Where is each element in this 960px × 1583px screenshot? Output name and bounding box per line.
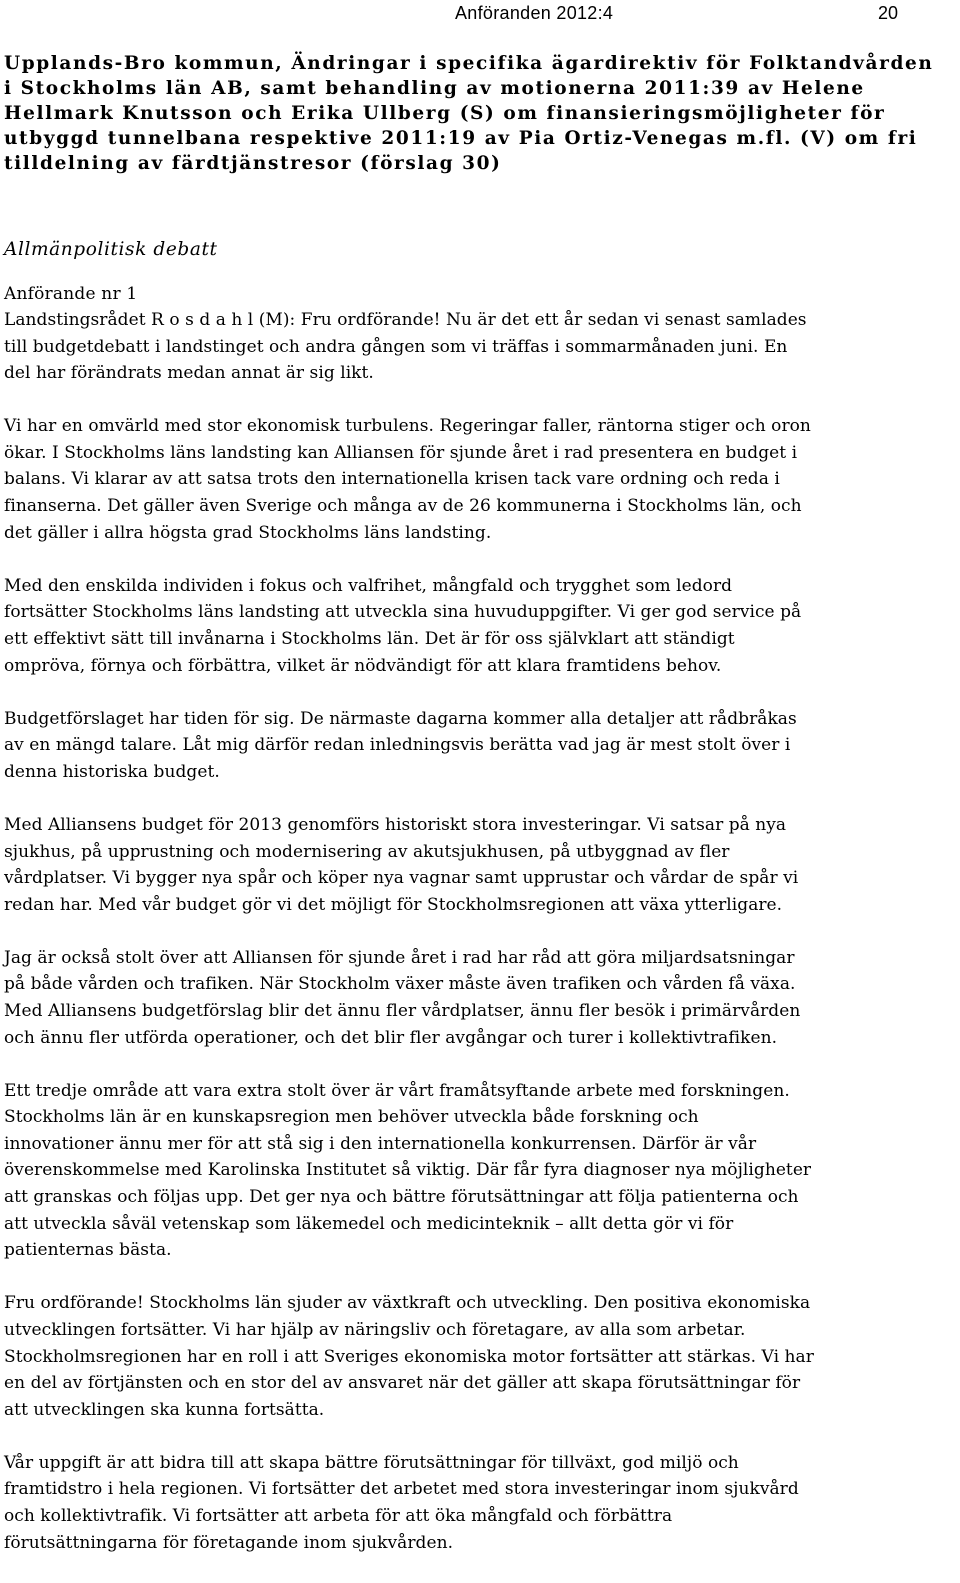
paragraph-line: ökar. I Stockholms läns landsting kan Alliansen för sjunde året i rad presentera en budget i xyxy=(4,442,798,463)
paragraph-line: ett effektivt sätt till invånarna i Stockholms län. Det är för oss självklart att ständigt xyxy=(4,628,735,649)
paragraph-line: en del av förtjänsten och en stor del av ansvaret när det gäller att skapa förutsättningar för xyxy=(4,1373,801,1394)
paragraph xyxy=(4,1290,956,1423)
paragraph-line: Med Alliansens budget för 2013 genomförs historiskt stora investeringar. Vi satsar på nya xyxy=(4,814,787,835)
speech-paragraphs xyxy=(4,307,956,1556)
paragraph-line: till budgetdebatt i landstinget och andra gången som vi träffas i sommarmånaden juni. En xyxy=(4,336,788,357)
running-header xyxy=(0,0,960,30)
paragraph-line: del har förändrats medan annat är sig likt. xyxy=(4,363,374,384)
paragraph-line: överenskommelse med Karolinska Institutet så viktig. Där får fyra diagnoser nya möjligheter xyxy=(4,1160,812,1181)
section-heading: Allmänpolitisk debatt xyxy=(4,239,218,260)
paragraph-line: att granskas och följas upp. Det ger nya och bättre förutsättningar att följa patienterna och xyxy=(4,1187,799,1208)
title-line: utbyggd tunnelbana respektive 2011:19 av Pia Ortiz-Venegas m.fl. (V) om fri xyxy=(4,128,918,149)
paragraph-line: Stockholms län är en kunskapsregion men behöver utveckla både forskning och xyxy=(4,1107,699,1128)
title-line: tilldelning av färdtjänstresor (förslag 30) xyxy=(4,153,502,174)
paragraph-line: Landstingsrådet R o s d a h l (M): Fru ordförande! Nu är det ett år sedan vi senast samlades xyxy=(4,310,807,330)
paragraph-line: Ett tredje område att vara extra stolt över är vårt framåtsyftande arbete med forskningen. xyxy=(4,1080,790,1101)
paragraph-line: Vår uppgift är att bidra till att skapa bättre förutsättningar för tillväxt, god miljö och xyxy=(4,1452,739,1473)
paragraph-line: ompröva, förnya och förbättra, vilket är nödvändigt för att klara framtidens behov. xyxy=(4,655,722,676)
paragraph xyxy=(4,413,956,546)
paragraph-line: Fru ordförande! Stockholms län sjuder av växtkraft och utveckling. Den positiva ekonomiska xyxy=(4,1293,811,1314)
paragraph-line: att utveckla såväl vetenskap som läkemedel och medicinteknik – allt detta gör vi för xyxy=(4,1213,734,1234)
paragraph-line: redan har. Med vår budget gör vi det möjligt för Stockholmsregionen att växa ytterligare. xyxy=(4,894,783,915)
document-title xyxy=(4,51,956,176)
paragraph xyxy=(4,573,956,679)
paragraph xyxy=(4,945,956,1051)
paragraph-line: Jag är också stolt över att Alliansen för sjunde året i rad har råd att göra miljardsatsningar xyxy=(4,947,795,968)
title-line: Upplands-Bro kommun, Ändringar i specifika ägardirektiv för Folktandvården xyxy=(4,53,934,74)
paragraph-line: patienternas bästa. xyxy=(4,1240,172,1261)
title-line: Hellmark Knutsson och Erika Ullberg (S) om finansieringsmöjligheter för xyxy=(4,103,886,124)
paragraph-line: Med den enskilda individen i fokus och valfrihet, mångfald och trygghet som ledord xyxy=(4,575,733,596)
paragraph-line: Stockholmsregionen har en roll i att Sveriges ekonomiska motor fortsätter att stärkas. Vi har xyxy=(4,1346,814,1367)
paragraph-line: Med Alliansens budgetförslag blir det ännu fler vårdplatser, ännu fler besök i primärvården xyxy=(4,1000,801,1021)
paragraph-line: framtidstro i hela regionen. Vi fortsätter det arbetet med stora investeringar inom sjukvård xyxy=(4,1479,799,1500)
paragraph-line: förutsättningarna för företagande inom sjukvården. xyxy=(4,1532,454,1553)
paragraph xyxy=(4,1078,956,1264)
paragraph-line: det gäller i allra högsta grad Stockholms läns landsting. xyxy=(4,522,492,543)
paragraph xyxy=(4,1450,956,1556)
paragraph-line: sjukhus, på upprustning och modernisering av akutsjukhusen, på utbyggnad av fler xyxy=(4,841,730,862)
paragraph-line: att utvecklingen ska kunna fortsätta. xyxy=(4,1399,325,1420)
paragraph-line: Budgetförslaget har tiden för sig. De närmaste dagarna kommer alla detaljer att rådbråkas xyxy=(4,708,797,729)
speech-number: Anförande nr 1 xyxy=(4,284,138,304)
paragraph-line: vårdplatser. Vi bygger nya spår och köper nya vagnar samt upprustar och vårdar de spår vi xyxy=(4,868,799,889)
paragraph-line: utvecklingen fortsätter. Vi har hjälp av näringsliv och företagare, av alla som arbetar. xyxy=(4,1319,746,1340)
paragraph-line: denna historiska budget. xyxy=(4,761,220,782)
title-line: i Stockholms län AB, samt behandling av motionerna 2011:39 av Helene xyxy=(4,78,865,99)
paragraph-line: och kollektivtrafik. Vi fortsätter att arbeta för att öka mångfald och förbättra xyxy=(4,1505,673,1526)
running-title: Anföranden 2012:4 xyxy=(455,3,614,23)
paragraph xyxy=(4,706,956,786)
page-number: 20 xyxy=(878,3,899,23)
paragraph-line: Vi har en omvärld med stor ekonomisk turbulens. Regeringar faller, räntorna stiger och oron xyxy=(4,416,811,437)
paragraph xyxy=(4,307,956,387)
paragraph-line: på både vården och trafiken. När Stockholm växer måste även trafiken och vården få växa. xyxy=(4,974,796,995)
paragraph-line: fortsätter Stockholms läns landsting att utveckla sina huvuduppgifter. Vi ger god service på xyxy=(4,602,802,623)
document-body xyxy=(4,51,956,1583)
paragraph xyxy=(4,812,956,918)
paragraph-line: finanserna. Det gäller även Sverige och många av de 26 kommunerna i Stockholms län, och xyxy=(4,496,802,517)
paragraph-line: balans. Vi klarar av att satsa trots den internationella krisen tack vare ordning och reda i xyxy=(4,469,780,490)
paragraph-line: av en mängd talare. Låt mig därför redan inledningsvis berätta vad jag är mest stolt över i xyxy=(4,735,791,756)
paragraph-line: och ännu fler utförda operationer, och det blir fler avgångar och turer i kollektivtrafiken. xyxy=(4,1027,778,1048)
paragraph-line: innovationer ännu mer för att stå sig i den internationella konkurrensen. Därför är vår xyxy=(4,1133,757,1154)
